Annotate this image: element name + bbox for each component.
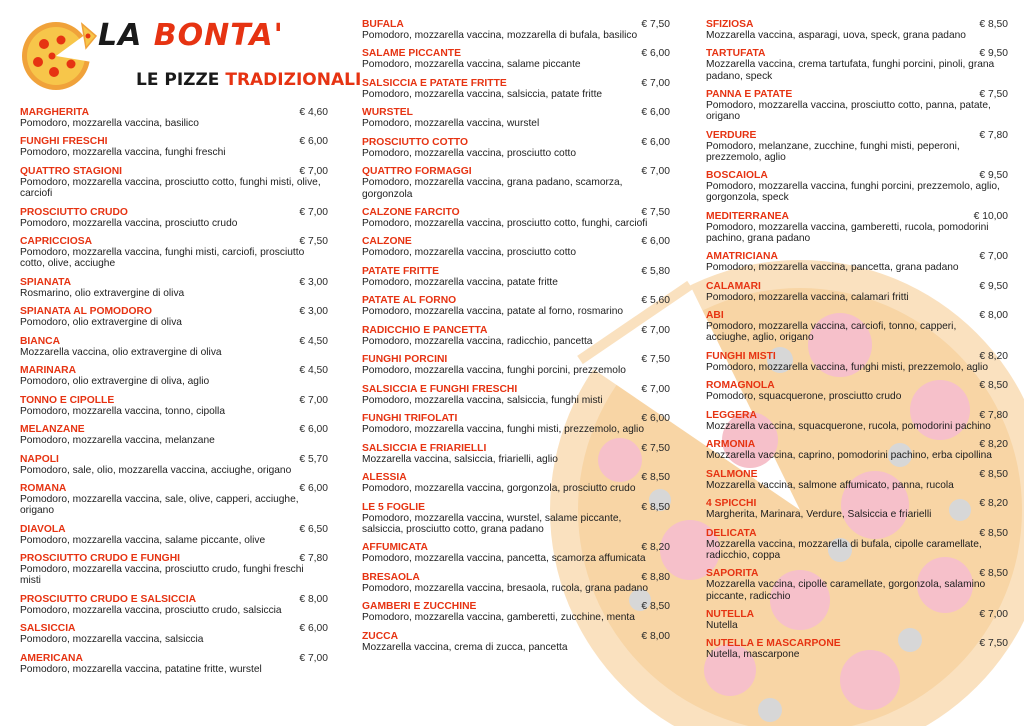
pizza-name: NAPOLI	[20, 453, 59, 465]
menu-item	[706, 130, 1010, 163]
menu-subtitle-part1: LE PIZZE	[136, 70, 226, 90]
pizza-price: € 5,80	[641, 265, 670, 277]
pizza-ingredients: Pomodoro, mozzarella vaccina, salame piccante, olive	[20, 534, 266, 546]
pizza-name: FUNGHI FRESCHI	[20, 136, 108, 148]
pizza-ingredients: Pomodoro, olio extravergine di oliva, aglio	[20, 376, 210, 388]
menu-item	[20, 524, 330, 546]
menu-item	[362, 48, 672, 70]
pizza-name: BRESAOLA	[362, 571, 420, 583]
pizza-price: € 8,50	[979, 468, 1008, 480]
menu-column-3	[706, 19, 1010, 668]
menu-item	[20, 207, 330, 229]
pizza-ingredients: Pomodoro, mozzarella vaccina, wurstel	[362, 118, 540, 130]
menu-item	[362, 107, 672, 129]
pizza-ingredients: Pomodoro, mozzarella vaccina, wurstel, salame piccante, salsiccia, prosciutto cotto, grana padano	[362, 512, 622, 535]
menu-item	[706, 439, 1010, 461]
menu-item	[362, 354, 672, 376]
menu-item	[362, 295, 672, 317]
pizza-name: WURSTEL	[362, 107, 413, 119]
pizza-name: SPIANATA	[20, 276, 72, 288]
pizza-ingredients: Pomodoro, mozzarella vaccina, basilico	[20, 118, 199, 129]
pizza-ingredients: Pomodoro, mozzarella vaccina, salsiccia	[20, 634, 204, 646]
menu-item	[706, 498, 1010, 520]
pizza-price: € 8,20	[979, 350, 1008, 362]
pizza-name: FUNGHI PORCINI	[362, 354, 448, 366]
pizza-price: € 7,00	[641, 383, 670, 395]
menu-item	[362, 502, 672, 535]
pizza-ingredients: Pomodoro, mozzarella vaccina, prosciutto crudo, salsiccia	[20, 604, 282, 616]
menu-item	[706, 19, 1010, 41]
pizza-name: PROSCIUTTO COTTO	[362, 136, 469, 148]
pizza-price: € 6,50	[299, 523, 328, 535]
pizza-price: € 7,50	[979, 638, 1008, 650]
pizza-ingredients: Pomodoro, mozzarella vaccina, salsiccia, funghi misti	[362, 394, 603, 406]
pizza-name: ABI	[706, 310, 724, 322]
pizza-price: € 6,00	[299, 623, 328, 635]
pizza-price: € 7,50	[641, 207, 670, 218]
pizza-name: BOSCAIOLA	[706, 170, 768, 182]
pizza-price: € 8,50	[979, 380, 1008, 392]
pizza-ingredients: Pomodoro, mozzarella vaccina, radicchio, pancetta	[362, 335, 593, 347]
menu-item	[706, 170, 1010, 203]
pizza-name: NUTELLA E MASCARPONE	[706, 638, 841, 650]
pizza-price: € 6,00	[299, 424, 328, 436]
pizza-ingredients: Pomodoro, sale, olio, mozzarella vaccina, acciughe, origano	[20, 464, 292, 476]
pizza-price: € 7,00	[299, 165, 328, 177]
menu-item	[706, 310, 1010, 343]
pizza-ingredients: Pomodoro, mozzarella vaccina, prosciutto cotto, funghi, carciofi	[362, 218, 648, 229]
pizza-ingredients: Pomodoro, mozzarella vaccina, grana padano, scamorza, gorgonzola	[362, 177, 623, 200]
pizza-ingredients: Pomodoro, mozzarella vaccina, patate al forno, rosmarino	[362, 306, 624, 318]
pizza-price: € 4,50	[299, 335, 328, 347]
pizza-ingredients: Pomodoro, mozzarella vaccina, gorgonzola, prosciutto crudo	[362, 483, 636, 495]
pizza-ingredients: Pomodoro, mozzarella vaccina, pancetta, scamorza affumicata	[362, 553, 646, 565]
pizza-price: € 8,00	[641, 630, 670, 642]
menu-item	[20, 236, 330, 269]
menu-item	[362, 236, 672, 258]
menu-subtitle-part2: TRADIZIONALI	[225, 70, 362, 90]
pizza-name: ALESSIA	[362, 472, 407, 484]
pizza-icon	[16, 14, 100, 92]
pizza-name: SALSICCIA	[20, 623, 76, 635]
pizza-ingredients: Pomodoro, olio extravergine di oliva	[20, 317, 182, 329]
pizza-ingredients: Mozzarella vaccina, crema tartufata, funghi porcini, pinoli, grana padano, speck	[706, 59, 995, 82]
pizza-name: DELICATA	[706, 527, 757, 539]
pizza-name: FUNGHI TRIFOLATI	[362, 413, 458, 425]
pizza-price: € 7,80	[299, 553, 328, 565]
menu-item	[20, 336, 330, 358]
pizza-ingredients: Mozzarella vaccina, squacquerone, rucola, pomodorini pachino	[706, 420, 991, 432]
pizza-ingredients: Pomodoro, mozzarella vaccina, mozzarella di bufala, basilico	[362, 30, 638, 41]
pizza-ingredients: Pomodoro, mozzarella vaccina, funghi porcini, prezzemolo, aglio, gorgonzola, speck	[706, 181, 1000, 204]
pizza-ingredients: Pomodoro, mozzarella vaccina, pancetta, grana padano	[706, 262, 959, 274]
pizza-ingredients: Pomodoro, mozzarella vaccina, funghi misti, prezzemolo, aglio	[706, 361, 988, 373]
pizza-ingredients: Mozzarella vaccina, asparagi, uova, speck, grana padano	[706, 30, 966, 41]
menu-column-2	[362, 19, 672, 660]
pizza-price: € 7,50	[979, 89, 1008, 101]
pizza-price: € 7,80	[979, 409, 1008, 421]
menu-item	[362, 78, 672, 100]
pizza-name: SAPORITA	[706, 568, 759, 580]
pizza-ingredients: Pomodoro, mozzarella vaccina, patate fritte	[362, 276, 558, 288]
pizza-price: € 8,50	[641, 472, 670, 484]
pizza-price: € 6,00	[641, 413, 670, 425]
pizza-price: € 4,50	[299, 365, 328, 377]
pizza-price: € 4,60	[299, 107, 328, 118]
pizza-ingredients: Mozzarella vaccina, salsiccia, friarielli, aglio	[362, 453, 558, 465]
pizza-price: € 7,00	[299, 206, 328, 218]
pizza-name: VERDURE	[706, 129, 757, 141]
pizza-price: € 6,00	[641, 107, 670, 119]
pizza-price: € 7,50	[641, 19, 670, 30]
pizza-name: GAMBERI E ZUCCHINE	[362, 601, 477, 613]
pizza-name: SFIZIOSA	[706, 19, 754, 30]
pizza-ingredients: Mozzarella vaccina, caprino, pomodorini pachino, erba cipollina	[706, 450, 992, 462]
pizza-name: LE 5 FOGLIE	[362, 501, 425, 513]
menu-item	[20, 424, 330, 446]
pizza-ingredients: Mozzarella vaccina, mozzarella di bufala, cipolle caramellate, radicchio, coppa	[706, 538, 982, 561]
pizza-price: € 10,00	[973, 210, 1008, 222]
pizza-price: € 6,00	[299, 136, 328, 148]
pizza-name: SALSICCIA E PATATE FRITTE	[362, 77, 507, 89]
pizza-name: CALZONE	[362, 236, 412, 248]
menu-item	[362, 137, 672, 159]
pizza-ingredients: Pomodoro, mozzarella vaccina, funghi misti, carciofi, prosciutto cotto, olive, acciughe	[20, 247, 305, 270]
pizza-price: € 7,00	[641, 166, 670, 178]
menu-item	[706, 638, 1010, 660]
pizza-ingredients: Pomodoro, mozzarella vaccina, salsiccia, patate fritte	[362, 88, 603, 100]
pizza-price: € 8,50	[979, 568, 1008, 580]
pizza-name: ROMANA	[20, 483, 67, 494]
pizza-price: € 6,00	[641, 48, 670, 60]
pizza-name: DIAVOLA	[20, 523, 66, 535]
pizza-ingredients: Pomodoro, mozzarella vaccina, prosciutto cotto, panna, patate, origano	[706, 100, 991, 123]
pizza-name: CALZONE FARCITO	[362, 207, 460, 218]
pizza-price: € 5,70	[299, 453, 328, 465]
pizza-price: € 8,20	[641, 542, 670, 554]
menu-item	[362, 207, 672, 229]
pizza-ingredients: Pomodoro, mozzarella vaccina, sale, olive, capperi, acciughe, origano	[20, 494, 299, 517]
pizza-name: ARMONIA	[706, 439, 756, 451]
pizza-price: € 7,00	[979, 608, 1008, 620]
pizza-name: SALSICCIA E FUNGHI FRESCHI	[362, 383, 518, 395]
menu-item	[20, 483, 330, 516]
pizza-name: CAPRICCIOSA	[20, 236, 93, 248]
menu-item	[706, 351, 1010, 373]
menu-item	[362, 572, 672, 594]
pizza-price: € 3,00	[299, 276, 328, 288]
brand-title-part1: LA	[98, 18, 154, 53]
pizza-ingredients: Pomodoro, mozzarella vaccina, carciofi, tonno, capperi, acciughe, aglio, origano	[706, 321, 957, 344]
pizza-ingredients: Pomodoro, mozzarella vaccina, prosciutto cotto	[362, 147, 577, 159]
menu-item	[706, 609, 1010, 631]
menu-item	[20, 623, 330, 645]
pizza-price: € 6,00	[299, 483, 328, 494]
pizza-ingredients: Mozzarella vaccina, salmone affumicato, panna, rucola	[706, 479, 954, 491]
pizza-name: PROSCIUTTO CRUDO E FUNGHI	[20, 553, 180, 565]
pizza-name: PATATE FRITTE	[362, 265, 440, 277]
pizza-ingredients: Mozzarella vaccina, cipolle caramellate, gorgonzola, salamino piccante, radicchio	[706, 579, 986, 602]
menu-item	[20, 136, 330, 158]
pizza-name: BIANCA	[20, 335, 61, 347]
pizza-price: € 6,00	[641, 136, 670, 148]
menu-item	[362, 384, 672, 406]
menu-item	[20, 107, 330, 129]
pizza-name: AMERICANA	[20, 652, 83, 664]
menu-item	[706, 410, 1010, 432]
menu-item	[20, 454, 330, 476]
pizza-name: TARTUFATA	[706, 48, 766, 60]
pizza-name: PROSCIUTTO CRUDO	[20, 206, 128, 218]
pizza-name: 4 SPICCHI	[706, 498, 757, 510]
pizza-name: PROSCIUTTO CRUDO E SALSICCIA	[20, 593, 197, 605]
menu-item	[20, 594, 330, 616]
menu-item	[20, 277, 330, 299]
pizza-price: € 8,00	[299, 593, 328, 605]
pizza-name: SPIANATA AL POMODORO	[20, 306, 152, 318]
pizza-name: SALSICCIA E FRIARIELLI	[362, 442, 487, 454]
pizza-name: QUATTRO STAGIONI	[20, 165, 123, 177]
menu-item	[706, 89, 1010, 122]
pizza-price: € 5,60	[641, 295, 670, 307]
pizza-price: € 7,50	[641, 354, 670, 366]
pizza-name: LEGGERA	[706, 409, 757, 421]
pizza-name: PATATE AL FORNO	[362, 295, 457, 307]
pizza-name: SALAME PICCANTE	[362, 48, 461, 60]
pizza-price: € 7,50	[641, 442, 670, 454]
menu-item	[362, 166, 672, 199]
pizza-price: € 7,00	[299, 652, 328, 664]
pizza-ingredients: Pomodoro, mozzarella vaccina, funghi freschi	[20, 147, 226, 159]
pizza-price: € 9,50	[979, 48, 1008, 60]
menu-item	[20, 166, 330, 199]
menu-subtitle	[136, 70, 361, 90]
pizza-ingredients: Rosmarino, olio extravergine di oliva	[20, 287, 185, 299]
pizza-name: NUTELLA	[706, 608, 755, 620]
pizza-ingredients: Pomodoro, mozzarella vaccina, prosciutto crudo	[20, 217, 238, 229]
pizza-name: ROMAGNOLA	[706, 380, 775, 392]
pizza-ingredients: Pomodoro, mozzarella vaccina, melanzane	[20, 435, 215, 447]
pizza-price: € 8,50	[979, 527, 1008, 539]
menu-item	[362, 472, 672, 494]
pizza-price: € 3,00	[299, 306, 328, 318]
pizza-ingredients: Nutella, mascarpone	[706, 649, 800, 661]
pizza-price: € 8,80	[641, 571, 670, 583]
pizza-price: € 9,50	[979, 170, 1008, 182]
menu-item	[20, 395, 330, 417]
pizza-name: QUATTRO FORMAGGI	[362, 166, 472, 178]
menu-item	[362, 325, 672, 347]
menu-item	[362, 266, 672, 288]
pizza-ingredients: Pomodoro, mozzarella vaccina, prosciutto cotto	[362, 247, 577, 259]
menu-item	[362, 443, 672, 465]
brand-title-part2: BONTA'	[153, 18, 284, 53]
menu-item	[706, 469, 1010, 491]
pizza-name: MELANZANE	[20, 424, 85, 436]
pizza-name: MARINARA	[20, 365, 77, 377]
pizza-ingredients: Pomodoro, mozzarella vaccina, gamberetti, rucola, pomodorini pachino, grana padano	[706, 221, 989, 244]
pizza-ingredients: Mozzarella vaccina, crema di zucca, pancetta	[362, 641, 568, 653]
pizza-ingredients: Nutella	[706, 619, 738, 631]
pizza-ingredients: Pomodoro, mozzarella vaccina, prosciutto crudo, funghi freschi misti	[20, 564, 304, 587]
pizza-name: AFFUMICATA	[362, 542, 428, 554]
menu-item	[362, 631, 672, 653]
menu-item	[20, 553, 330, 586]
pizza-price: € 8,50	[641, 601, 670, 613]
pizza-price: € 7,00	[979, 251, 1008, 263]
pizza-name: RADICCHIO E PANCETTA	[362, 324, 488, 336]
pizza-price: € 7,00	[641, 77, 670, 89]
menu-item	[706, 48, 1010, 81]
pizza-ingredients: Pomodoro, mozzarella vaccina, calamari fritti	[706, 291, 909, 303]
pizza-ingredients: Margherita, Marinara, Verdure, Salsiccia e friarielli	[706, 509, 932, 521]
pizza-name: FUNGHI MISTI	[706, 350, 776, 362]
pizza-ingredients: Pomodoro, mozzarella vaccina, funghi misti, prezzemolo, aglio	[362, 424, 644, 436]
menu-item	[362, 601, 672, 623]
pizza-price: € 6,00	[641, 236, 670, 248]
pizza-ingredients: Pomodoro, mozzarella vaccina, gamberetti, zucchine, menta	[362, 612, 635, 624]
pizza-name: MARGHERITA	[20, 107, 90, 118]
menu-item	[362, 19, 672, 41]
pizza-ingredients: Pomodoro, mozzarella vaccina, funghi porcini, prezzemolo	[362, 365, 626, 377]
pizza-name: SALMONE	[706, 468, 758, 480]
menu-item	[706, 251, 1010, 273]
pizza-name: CALAMARI	[706, 280, 761, 292]
pizza-price: € 7,00	[641, 324, 670, 336]
pizza-name: TONNO E CIPOLLE	[20, 394, 115, 406]
pizza-price: € 7,80	[979, 129, 1008, 141]
pizza-name: AMATRICIANA	[706, 251, 778, 263]
pizza-name: PANNA E PATATE	[706, 89, 793, 101]
menu-item	[706, 380, 1010, 402]
pizza-price: € 8,20	[979, 439, 1008, 451]
pizza-price: € 8,50	[979, 19, 1008, 30]
menu-item	[20, 365, 330, 387]
menu-item	[20, 306, 330, 328]
menu-item	[706, 211, 1010, 244]
pizza-ingredients: Pomodoro, mozzarella vaccina, salame piccante	[362, 59, 581, 71]
menu-item	[706, 568, 1010, 601]
pizza-ingredients: Pomodoro, mozzarella vaccina, tonno, cipolla	[20, 405, 225, 417]
pizza-ingredients: Mozzarella vaccina, olio extravergine di oliva	[20, 346, 222, 358]
pizza-ingredients: Pomodoro, mozzarella vaccina, prosciutto cotto, funghi misti, olive, carciofi	[20, 176, 321, 200]
pizza-price: € 8,00	[979, 310, 1008, 322]
pizza-name: BUFALA	[362, 19, 404, 30]
pizza-ingredients: Pomodoro, squacquerone, prosciutto crudo	[706, 391, 902, 403]
pizza-price: € 7,00	[299, 394, 328, 406]
pizza-ingredients: Pomodoro, melanzane, zucchine, funghi misti, peperoni, prezzemolo, aglio	[706, 140, 960, 163]
pizza-price: € 7,50	[299, 236, 328, 248]
pizza-price: € 8,20	[979, 498, 1008, 510]
pizza-price: € 9,50	[979, 280, 1008, 292]
menu-item	[706, 528, 1010, 561]
brand-title	[98, 18, 284, 53]
pizza-name: MEDITERRANEA	[706, 210, 789, 222]
pizza-price: € 8,50	[641, 501, 670, 513]
menu-item	[362, 542, 672, 564]
pizza-ingredients: Pomodoro, mozzarella vaccina, patatine fritte, wurstel	[20, 663, 262, 675]
pizza-ingredients: Pomodoro, mozzarella vaccina, bresaola, rucola, grana padano	[362, 582, 648, 594]
menu-item	[706, 281, 1010, 303]
menu-column-1	[20, 107, 330, 682]
menu-item	[362, 413, 672, 435]
pizza-name: ZUCCA	[362, 630, 399, 642]
menu-item	[20, 653, 330, 675]
